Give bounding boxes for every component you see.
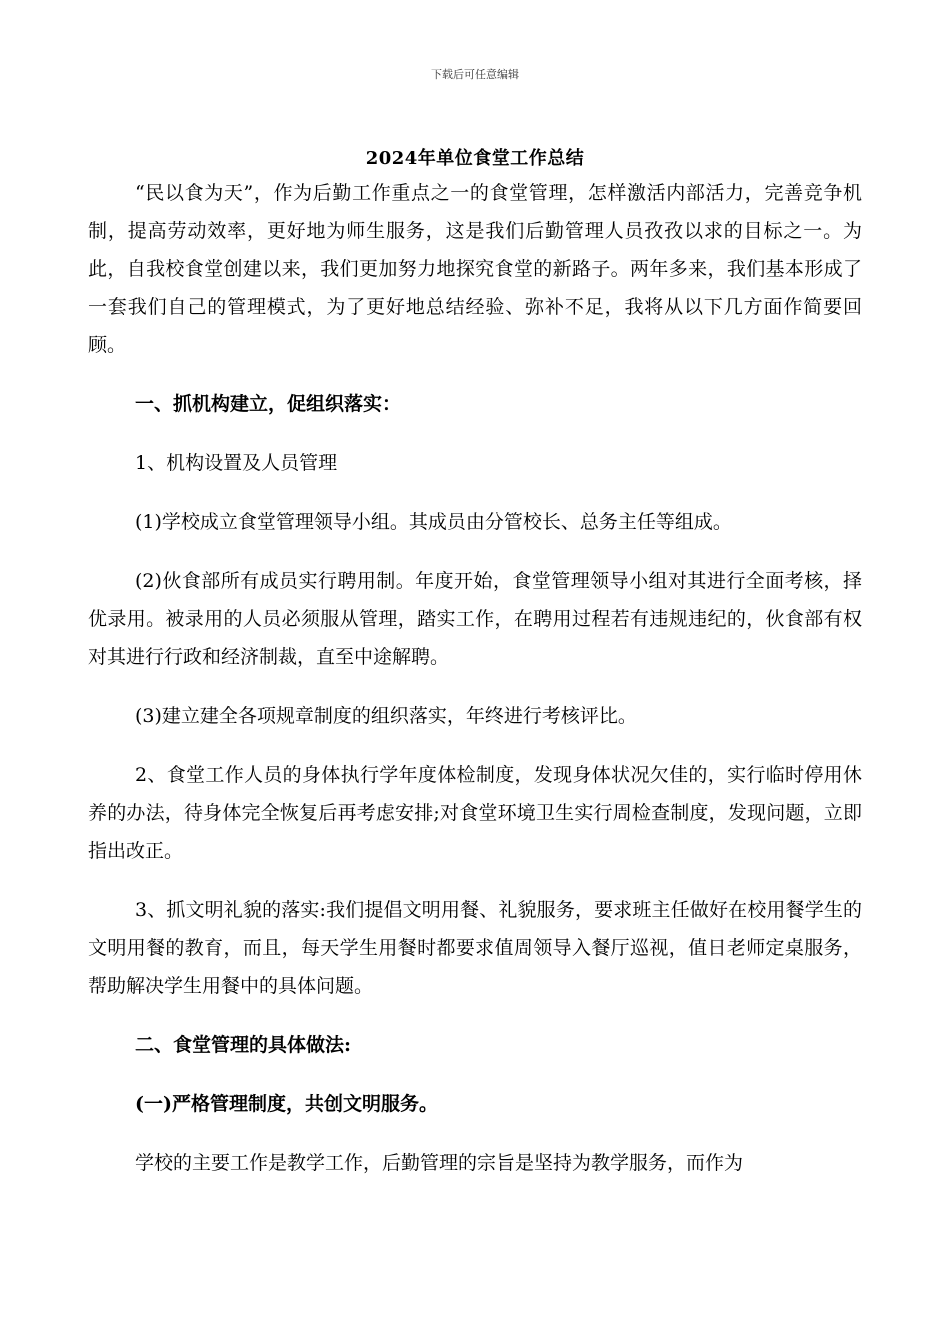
subsection-heading-2: (一)严格管理制度，共创文明服务。 xyxy=(135,1093,438,1115)
document-body xyxy=(88,174,862,1182)
document-title: 2024年单位食堂工作总结 xyxy=(365,148,585,169)
intro-paragraph: “民以食为天”，作为后勤工作重点之一的食堂管理，怎样激活内部活力，完善竞争机制，提高劳动效率，更好地为师生服务，这是我们后勤管理人员孜孜以求的目标之一。为此，自我校食堂创建以来，我们更加努力地探究食堂的新路子。两年多来，我们基本形成了一套我们自己的管理模式，为了更好地总结经验、弥补不足，我将从以下几方面作简要回顾。 xyxy=(88,182,862,356)
paragraph-health-check: 2、食堂工作人员的身体执行学年度体检制度，发现身体状况欠佳的，实行临时停用休养的办法，待身体完全恢复后再考虑安排;对食堂环境卫生实行周检查制度，发现问题，立即指出改正。 xyxy=(88,764,862,862)
paragraph-teaching-service: 学校的主要工作是教学工作，后勤管理的宗旨是坚持为教学服务，而作为 xyxy=(135,1152,744,1174)
header-note: 下载后可任意编辑 xyxy=(431,68,519,81)
subsection-heading-1: 1、机构设置及人员管理 xyxy=(135,452,338,474)
section-heading-2: 二、食堂管理的具体做法: xyxy=(135,1034,352,1056)
list-item-1: (1)学校成立食堂管理领导小组。其成员由分管校长、总务主任等组成。 xyxy=(135,511,732,533)
list-item-3: (3)建立建全各项规章制度的组织落实，年终进行考核评比。 xyxy=(135,705,637,727)
paragraph-civility: 3、抓文明礼貌的落实:我们提倡文明用餐、礼貌服务，要求班主任做好在校用餐学生的文明用餐的教育，而且，每天学生用餐时都要求值周领导入餐厅巡视，值日老师定桌服务，帮助解决学生用餐中的具体问题。 xyxy=(88,899,862,997)
list-item-2: (2)伙食部所有成员实行聘用制。年度开始，食堂管理领导小组对其进行全面考核，择优录用。被录用的人员必须服从管理，踏实工作，在聘用过程若有违规违纪的，伙食部有权对其进行行政和经济制裁，直至中途解聘。 xyxy=(88,570,862,668)
section-heading-1: 一、抓机构建立，促组织落实： xyxy=(135,393,402,415)
